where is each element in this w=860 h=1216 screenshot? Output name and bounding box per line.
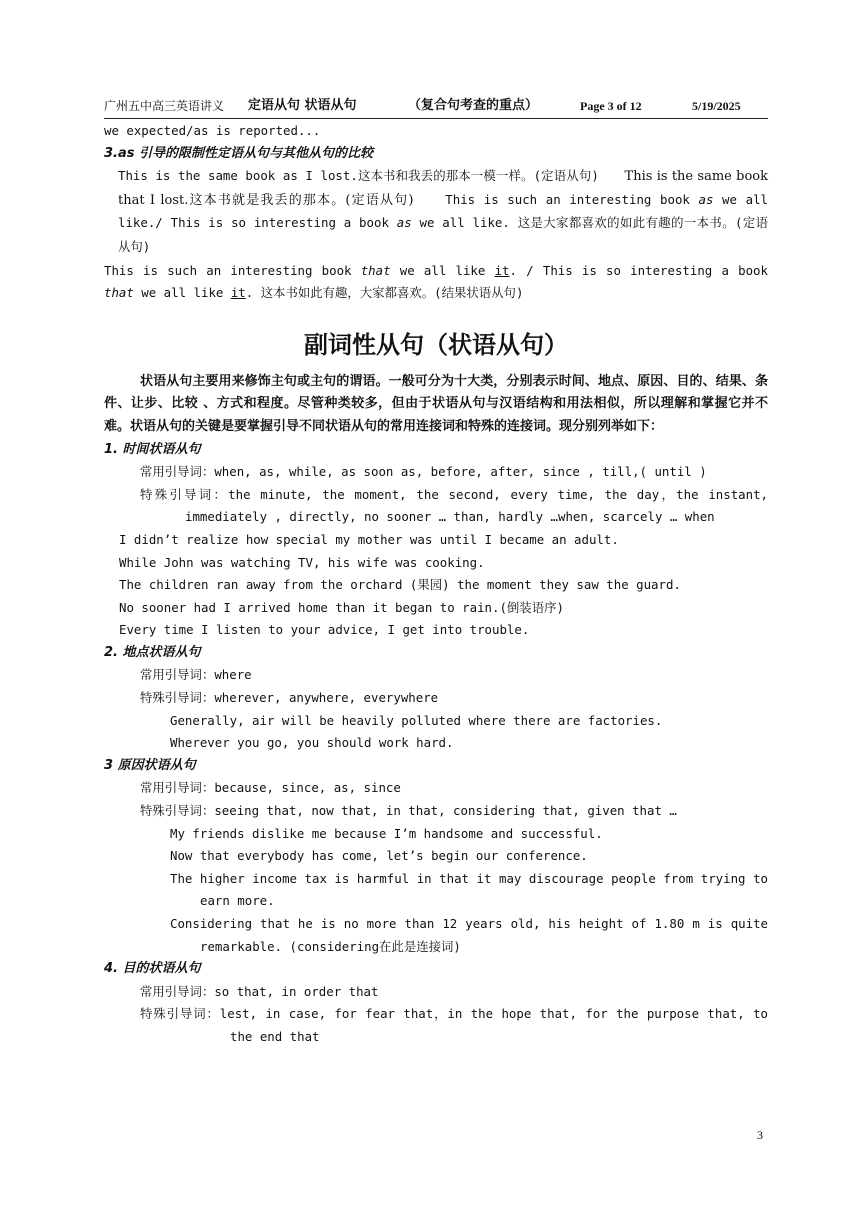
page-header [104, 96, 768, 119]
reason-clause-title: 3 原因状语从句 [104, 757, 196, 773]
reason-special-words: 特殊引导词：seeing that, now that, in that, considering that, given that … [140, 803, 677, 819]
it-underlined: it [494, 262, 510, 278]
header-page: Page 3 of 12 [580, 99, 642, 113]
place-common-words: 常用引导词：where [140, 667, 252, 683]
section-3-title: 3.as 引导的限制性定语从句与其他从句的比较 [104, 145, 374, 161]
continued-line: we expected/as is reported... [104, 123, 321, 138]
header-focus: （复合句考查的重点） [408, 98, 539, 113]
example-sentence: My friends dislike me because I’m handsome and successful. [170, 825, 603, 841]
purpose-special-words: 特殊引导词：lest, in case, for fear that，in the hope that, for the purpose that, to the end that [140, 1006, 768, 1044]
as-italic: as [396, 215, 412, 231]
time-special-words: 特殊引导词：the minute, the moment, the second, every time, the day，the instant, immediately , directly, no sooner … than, hardly …when, scarcely … when [140, 486, 768, 525]
header-date: 5/19/2025 [692, 99, 741, 113]
example-same-as: This is the same book as I lost.这本书和我丢的那本一模一样。(定语从句) [118, 168, 599, 184]
example-sentence: Now that everybody has come, let’s begin our conference. [170, 848, 588, 864]
time-examples [104, 529, 768, 642]
example-sentence: The children ran away from the orchard (果园) the moment they saw the guard. [119, 577, 681, 593]
time-clause-title: 1. 时间状语从句 [104, 441, 201, 457]
header-school: 广州五中高三英语讲义 [104, 99, 225, 113]
main-title: 副词性从句（状语从句） [304, 330, 568, 359]
purpose-common-words: 常用引导词：so that, in order that [140, 983, 379, 999]
comparison-paragraph [104, 165, 768, 259]
reason-examples [104, 823, 768, 959]
time-common-words: 常用引导词：when, as, while, as soon as, before, after, since , till,( until ) [140, 464, 707, 480]
header-topic: 定语从句 状语从句 [248, 98, 357, 113]
page-number: 3 [757, 1128, 763, 1142]
example-same-that: This is the same book that I lost.这本书就是我丢的那本。(定语从句) [118, 169, 768, 208]
as-italic: as [698, 191, 714, 207]
example-sentence: Wherever you go, you should work hard. [170, 735, 454, 751]
example-such-as: This is such an interesting book as we all like./ This is so interesting a book as we all like. 这是大家都喜欢的如此有趣的一本书。(定语从句) [118, 191, 769, 254]
example-sentence: I didn’t realize how special my mother was until I became an adult. [119, 531, 619, 547]
example-sentence: The higher income tax is harmful in that it may discourage people from trying to earn more. [170, 870, 768, 909]
example-sentence: Every time I listen to your advice, I get into trouble. [119, 622, 530, 638]
that-italic: that [360, 262, 391, 278]
example-sentence: No sooner had I arrived home than it began to rain.(倒装语序) [119, 599, 564, 615]
example-sentence: Generally, air will be heavily polluted where there are factories. [170, 712, 663, 728]
place-clause-title: 2. 地点状语从句 [104, 644, 201, 660]
result-example: This is such an interesting book that we all like it. / This is so interesting a book that we all like it. 这本书如此有趣，大家都喜欢。(结果状语从句) [104, 262, 768, 301]
example-sentence: While John was watching TV, his wife was cooking. [119, 554, 485, 570]
place-special-words: 特殊引导词：wherever, anywhere, everywhere [140, 690, 439, 706]
page-content [104, 120, 768, 1049]
that-italic: that [104, 285, 134, 301]
reason-common-words: 常用引导词：because, since, as, since [140, 780, 401, 796]
example-sentence: Considering that he is no more than 12 years old, his height of 1.80 m is quite remarkable. (considering在此是连接词) [170, 916, 768, 954]
intro-paragraph: 状语从句主要用来修饰主句或主句的谓语。一般可分为十大类，分别表示时间、地点、原因、目的、结果、条件、让步、比较 、方式和程度。尽管种类较多，但由于状语从句与汉语结构和用法相似，所以理解和掌握它并不难。状语从句的关键是要掌握引导不同状语从句的常用连接词和特殊的连接词。现分别列举如下： [104, 373, 768, 434]
purpose-clause-title: 4. 目的状语从句 [104, 961, 201, 977]
it-underlined: it [230, 285, 246, 301]
place-examples [104, 710, 768, 755]
